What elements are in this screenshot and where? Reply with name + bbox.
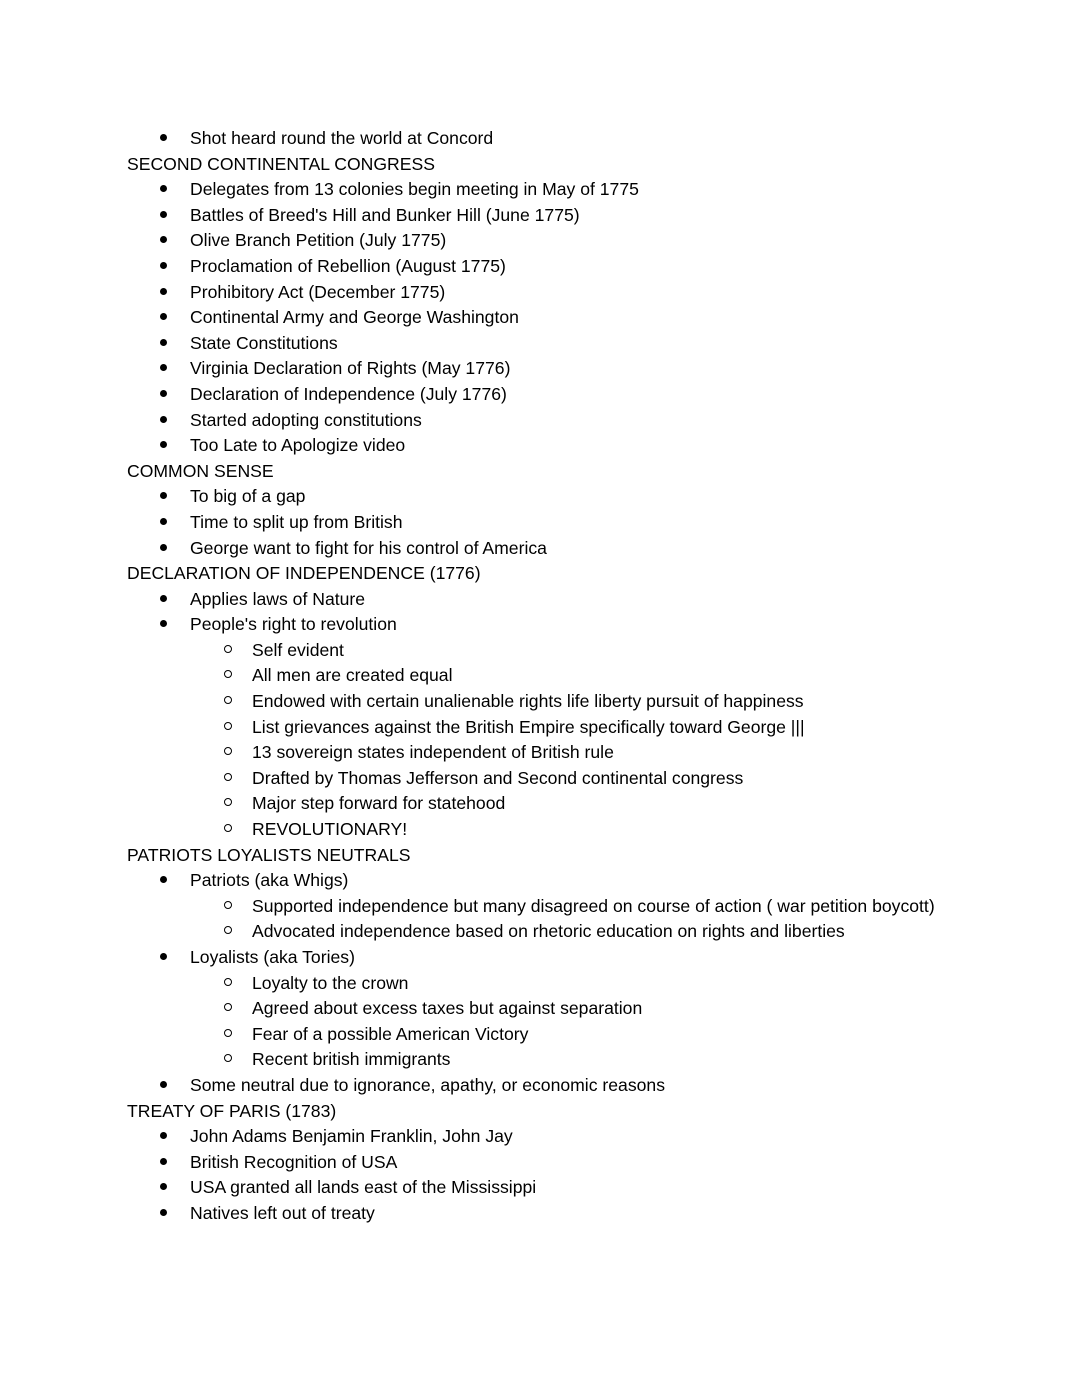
list-item: [127, 612, 955, 638]
sub-list-item-text: Advocated independence based on rhetoric education on rights and liberties: [252, 921, 845, 942]
list-item: [127, 382, 955, 408]
disc-bullet-icon: [160, 254, 167, 280]
list-item: [127, 356, 955, 382]
circle-bullet-icon: [224, 894, 232, 920]
sub-list-item-text: Agreed about excess taxes but against separation: [252, 998, 643, 1019]
sub-list-item: [127, 996, 955, 1022]
list-item-text: British Recognition of USA: [190, 1151, 398, 1172]
list-item: [127, 305, 955, 331]
list-item-text: To big of a gap: [190, 486, 306, 507]
sub-list-item: [127, 791, 955, 817]
sub-list-item-text: Endowed with certain unalienable rights life liberty pursuit of happiness: [252, 691, 804, 712]
sub-list-item: [127, 971, 955, 997]
list-item-text: Battles of Breed's Hill and Bunker Hill (June 1775): [190, 204, 580, 225]
sub-list-item-text: Loyalty to the crown: [252, 972, 409, 993]
list-item: [127, 536, 955, 562]
section-heading-text: COMMON SENSE: [127, 460, 274, 481]
sub-list-item: [127, 1022, 955, 1048]
sub-list-item-text: Supported independence but many disagreed on course of action ( war petition boycott): [252, 895, 935, 916]
sub-list-item-text: Drafted by Thomas Jefferson and Second continental congress: [252, 767, 744, 788]
list-item-text: Delegates from 13 colonies begin meeting in May of 1775: [190, 179, 639, 200]
list-item: [127, 331, 955, 357]
disc-bullet-icon: [160, 1201, 167, 1227]
list-item-text: State Constitutions: [190, 332, 338, 353]
disc-bullet-icon: [160, 408, 167, 434]
section-heading: [127, 561, 955, 587]
disc-bullet-icon: [160, 1124, 167, 1150]
disc-bullet-icon: [160, 484, 167, 510]
list-item-text: Proclamation of Rebellion (August 1775): [190, 255, 506, 276]
disc-bullet-icon: [160, 382, 167, 408]
list-item-text: Olive Branch Petition (July 1775): [190, 230, 447, 251]
list-item-text: Some neutral due to ignorance, apathy, or economic reasons: [190, 1074, 665, 1095]
list-item-text: Started adopting constitutions: [190, 409, 422, 430]
section-heading-text: DECLARATION OF INDEPENDENCE (1776): [127, 563, 481, 584]
disc-bullet-icon: [160, 536, 167, 562]
disc-bullet-icon: [160, 356, 167, 382]
list-item-text: Applies laws of Nature: [190, 588, 366, 609]
list-item-text: Time to split up from British: [190, 511, 403, 532]
disc-bullet-icon: [160, 868, 167, 894]
circle-bullet-icon: [224, 740, 232, 766]
list-item: [127, 1150, 955, 1176]
section-heading-text: TREATY OF PARIS (1783): [127, 1100, 337, 1121]
circle-bullet-icon: [224, 638, 232, 664]
list-item-text: People's right to revolution: [190, 614, 397, 635]
disc-bullet-icon: [160, 510, 167, 536]
circle-bullet-icon: [224, 817, 232, 843]
sub-list-item: [127, 919, 955, 945]
circle-bullet-icon: [224, 996, 232, 1022]
sub-list-item-text: List grievances against the British Empire specifically toward George |||: [252, 716, 805, 737]
disc-bullet-icon: [160, 433, 167, 459]
list-item-text: Too Late to Apologize video: [190, 435, 406, 456]
list-item: [127, 1124, 955, 1150]
list-item: [127, 1201, 955, 1227]
circle-bullet-icon: [224, 766, 232, 792]
section-heading-text: PATRIOTS LOYALISTS NEUTRALS: [127, 844, 411, 865]
list-item-text: Continental Army and George Washington: [190, 307, 519, 328]
sub-list-item-text: Major step forward for statehood: [252, 793, 506, 814]
circle-bullet-icon: [224, 919, 232, 945]
circle-bullet-icon: [224, 715, 232, 741]
disc-bullet-icon: [160, 228, 167, 254]
outline-list: [127, 126, 955, 1227]
disc-bullet-icon: [160, 305, 167, 331]
disc-bullet-icon: [160, 203, 167, 229]
sub-list-item-text: Fear of a possible American Victory: [252, 1023, 529, 1044]
section-heading: [127, 152, 955, 178]
disc-bullet-icon: [160, 126, 167, 152]
disc-bullet-icon: [160, 1073, 167, 1099]
list-item-text: Declaration of Independence (July 1776): [190, 383, 507, 404]
sub-list-item-text: REVOLUTIONARY!: [252, 819, 408, 840]
list-item-text: George want to fight for his control of America: [190, 537, 547, 558]
disc-bullet-icon: [160, 1150, 167, 1176]
sub-list-item: [127, 766, 955, 792]
list-item: [127, 203, 955, 229]
list-item: [127, 177, 955, 203]
list-item: [127, 254, 955, 280]
sub-list-item: [127, 894, 955, 920]
disc-bullet-icon: [160, 945, 167, 971]
sub-list-item-text: Recent british immigrants: [252, 1049, 451, 1070]
section-heading: [127, 843, 955, 869]
section-heading: [127, 1099, 955, 1125]
list-item-text: Virginia Declaration of Rights (May 1776): [190, 358, 511, 379]
circle-bullet-icon: [224, 971, 232, 997]
section-heading: [127, 459, 955, 485]
sub-list-item: [127, 715, 955, 741]
list-item-text: Loyalists (aka Tories): [190, 947, 355, 967]
list-item-text: Patriots (aka Whigs): [190, 870, 349, 891]
list-item: [127, 280, 955, 306]
list-item-text: Natives left out of treaty: [190, 1202, 375, 1223]
disc-bullet-icon: [160, 1175, 167, 1201]
sub-list-item: [127, 638, 955, 664]
circle-bullet-icon: [224, 689, 232, 715]
disc-bullet-icon: [160, 612, 167, 638]
list-item: [127, 433, 955, 459]
list-item: [127, 587, 955, 613]
disc-bullet-icon: [160, 331, 167, 357]
sub-list-item: [127, 1047, 955, 1073]
list-item: [127, 1175, 955, 1201]
sub-list-item: [127, 663, 955, 689]
sub-list-item: [127, 740, 955, 766]
list-item: [127, 868, 955, 894]
circle-bullet-icon: [224, 1047, 232, 1073]
sub-list-item: [127, 817, 955, 843]
sub-list-item-text: All men are created equal: [252, 665, 453, 686]
circle-bullet-icon: [224, 663, 232, 689]
list-item: [127, 1073, 955, 1099]
circle-bullet-icon: [224, 791, 232, 817]
list-item-text: USA granted all lands east of the Mississippi: [190, 1177, 537, 1198]
disc-bullet-icon: [160, 280, 167, 306]
sub-list-item-text: Self evident: [252, 639, 344, 660]
document-body: [127, 126, 955, 1227]
list-item: [127, 228, 955, 254]
list-item-text: Shot heard round the world at Concord: [190, 128, 494, 148]
list-item-text: John Adams Benjamin Franklin, John Jay: [190, 1126, 513, 1147]
circle-bullet-icon: [224, 1022, 232, 1048]
list-item: [127, 126, 955, 152]
sub-list-item-text: 13 sovereign states independent of British rule: [252, 742, 614, 763]
list-item: [127, 484, 955, 510]
section-heading-text: SECOND CONTINENTAL CONGRESS: [127, 153, 435, 174]
list-item: [127, 945, 955, 971]
sub-list-item: [127, 689, 955, 715]
list-item: [127, 408, 955, 434]
disc-bullet-icon: [160, 177, 167, 203]
list-item-text: Prohibitory Act (December 1775): [190, 281, 446, 302]
list-item: [127, 510, 955, 536]
disc-bullet-icon: [160, 587, 167, 613]
